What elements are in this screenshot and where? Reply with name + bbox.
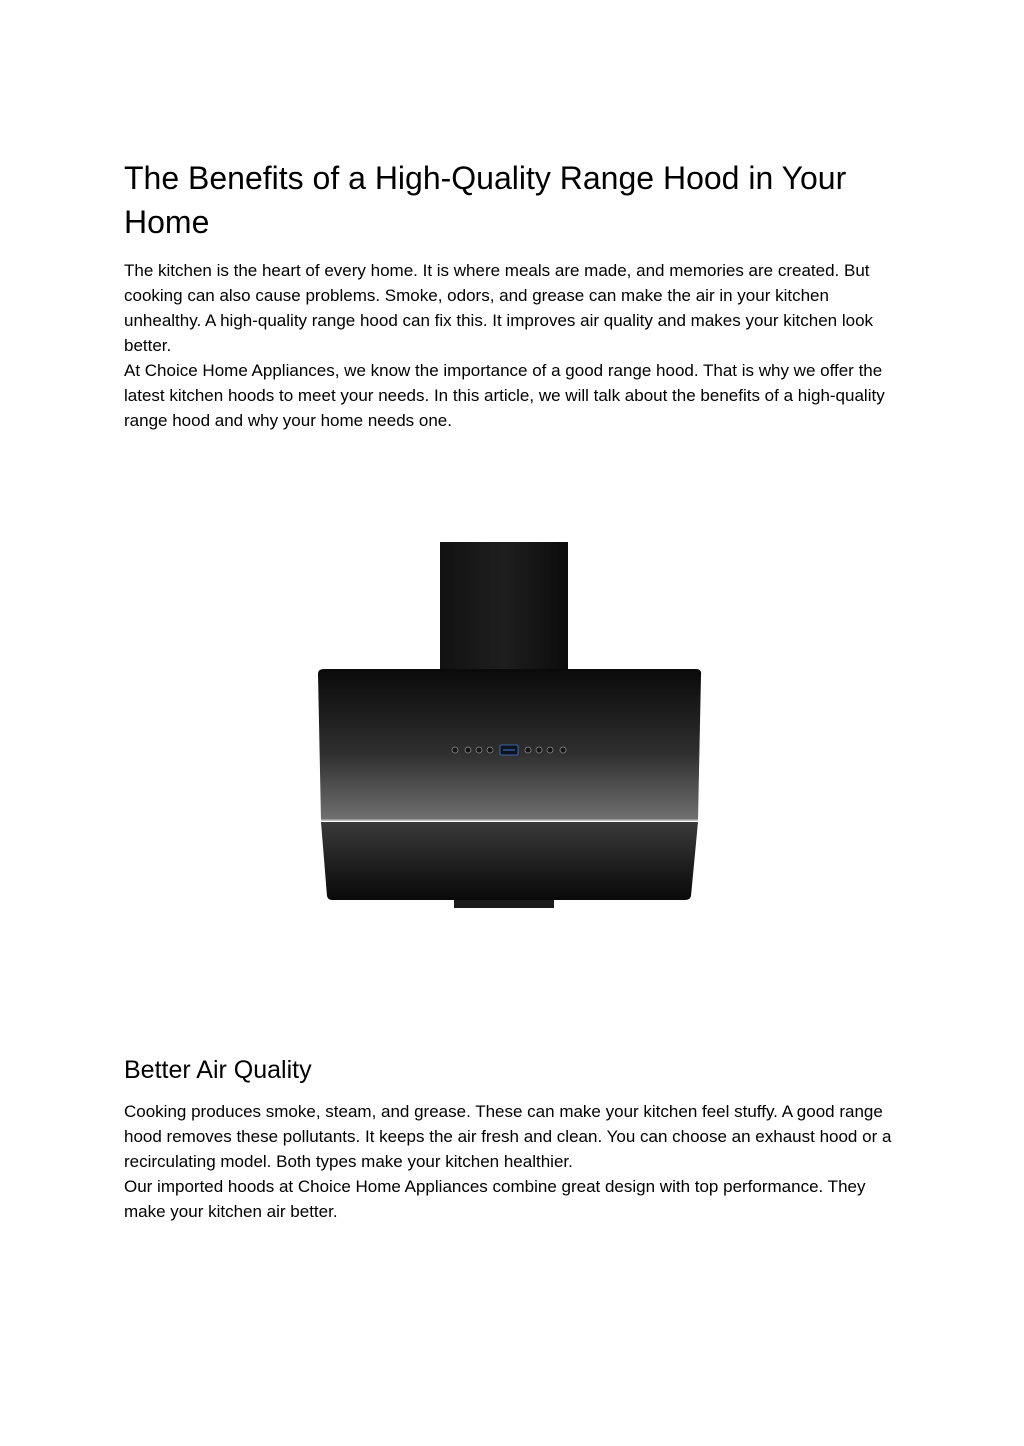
hood-vent-strip [454,900,554,908]
hood-lower-panel [321,822,698,900]
intro-paragraph-2: At Choice Home Appliances, we know the importance of a good range hood. That is why we offer the latest kitchen hoods to meet your needs. In this article, we will talk about the benefits of a high-quality range hood and why your home needs one. [124,361,885,430]
hood-glass-panel [318,669,701,820]
intro-paragraph: The kitchen is the heart of every home. It is where meals are made, and memories are created. But cooking can also cause problems. Smoke, odors, and grease can make the air in your kitchen unhealthy. A high-quality range hood can fix this. It improves air quality and makes your kitchen look better. [124,261,874,355]
hood-chimney [440,542,568,672]
section-paragraph: Cooking produces smoke, steam, and grease. These can make your kitchen feel stuffy. A good range hood removes these pollutants. It keeps the air fresh and clean. You can choose an exhaust hood or a recirculating model. Both types make your kitchen healthier. [124,1102,892,1171]
range-hood-image [312,540,706,912]
section-heading: Better Air Quality [124,1056,312,1084]
page-title: The Benefits of a High-Quality Range Hood in Your Home [124,160,847,240]
section-paragraph-2: Our imported hoods at Choice Home Appliances combine great design with top performance. They make your kitchen air better. [124,1177,866,1221]
